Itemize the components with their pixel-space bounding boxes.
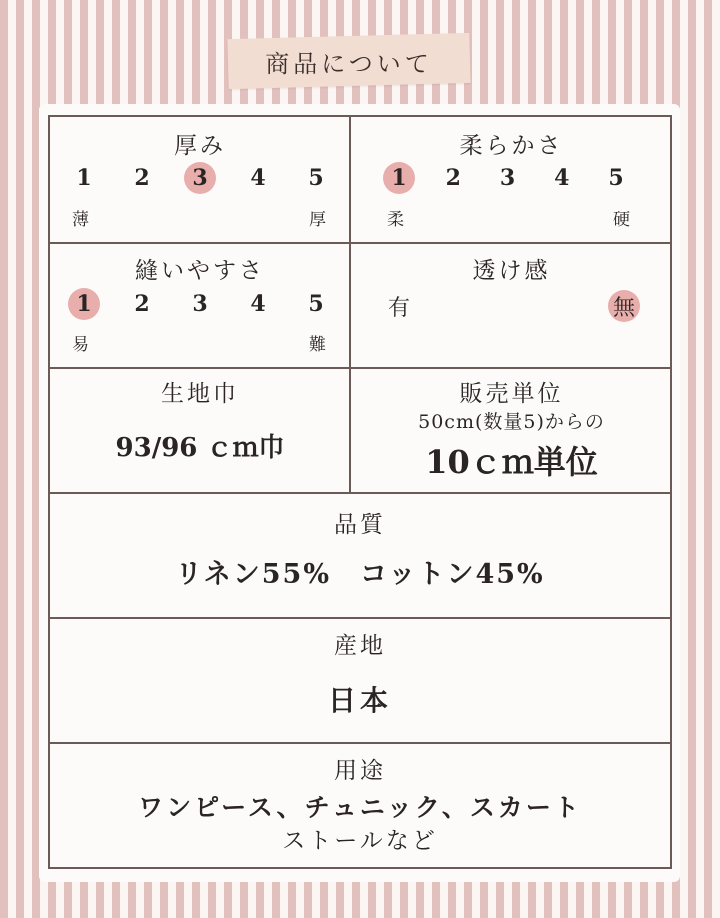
thickness-label: 厚み [174,133,226,159]
scale-value: 2 [134,165,150,191]
ease-of-sewing-max-label: 難 [309,335,326,355]
sales-unit-value: 10ｃｍ単位 [425,443,598,481]
scale-value: 2 [445,165,461,191]
softness-max-label: 硬 [613,210,630,230]
thickness-cell [50,117,350,242]
thickness-max-label: 厚 [309,210,326,230]
usage-label: 用途 [334,758,386,784]
scale-value-selected: 1 [383,162,415,194]
product-info-table [48,115,672,869]
scale-value-selected: 3 [184,162,216,194]
scale-value: 1 [76,165,92,191]
scale-value: 4 [250,291,266,317]
material-cell [50,494,670,617]
usage-line-2: ストールなど [282,828,438,854]
softness-scale [383,162,632,194]
transparency-cell [351,244,672,367]
scale-value: 2 [134,291,150,317]
scale-value: 4 [250,165,266,191]
origin-cell [50,619,670,742]
softness-label: 柔らかさ [459,133,564,159]
scale-value: 5 [308,291,324,317]
transparency-label: 透け感 [472,258,551,284]
page-title: 商品について [265,49,433,78]
ease-of-sewing-cell [50,244,350,367]
transparency-option-yes: 有 [387,295,410,321]
usage-line-1: ワンピース、チュニック、スカート [138,793,582,822]
scale-value: 3 [499,165,516,191]
sales-unit-cell [351,369,672,492]
softness-cell [351,117,672,242]
ease-of-sewing-scale [68,288,332,320]
material-label: 品質 [334,512,386,538]
thickness-scale [68,162,332,194]
fabric-width-label: 生地巾 [161,381,239,407]
transparency-option-no-selected: 無 [608,290,640,322]
scale-value-selected: 1 [68,288,100,320]
scale-value: 5 [608,165,624,191]
softness-min-label: 柔 [387,210,404,230]
origin-label: 産地 [334,633,386,659]
origin-value: 日本 [327,684,392,717]
sales-unit-note: 50cm(数量5)からの [418,411,605,433]
usage-cell [50,744,670,867]
scale-value: 4 [554,165,570,191]
sales-unit-label: 販売単位 [459,381,564,407]
material-value: リネン55% コットン45% [175,559,545,590]
thickness-min-label: 薄 [72,210,89,230]
ease-of-sewing-min-label: 易 [72,335,89,355]
scale-value: 5 [308,165,324,191]
scale-value: 3 [192,291,208,317]
fabric-width-value: 93/96 ｃｍ巾 [115,433,285,463]
ease-of-sewing-label: 縫いやすさ [135,258,265,284]
fabric-width-cell [50,369,350,492]
